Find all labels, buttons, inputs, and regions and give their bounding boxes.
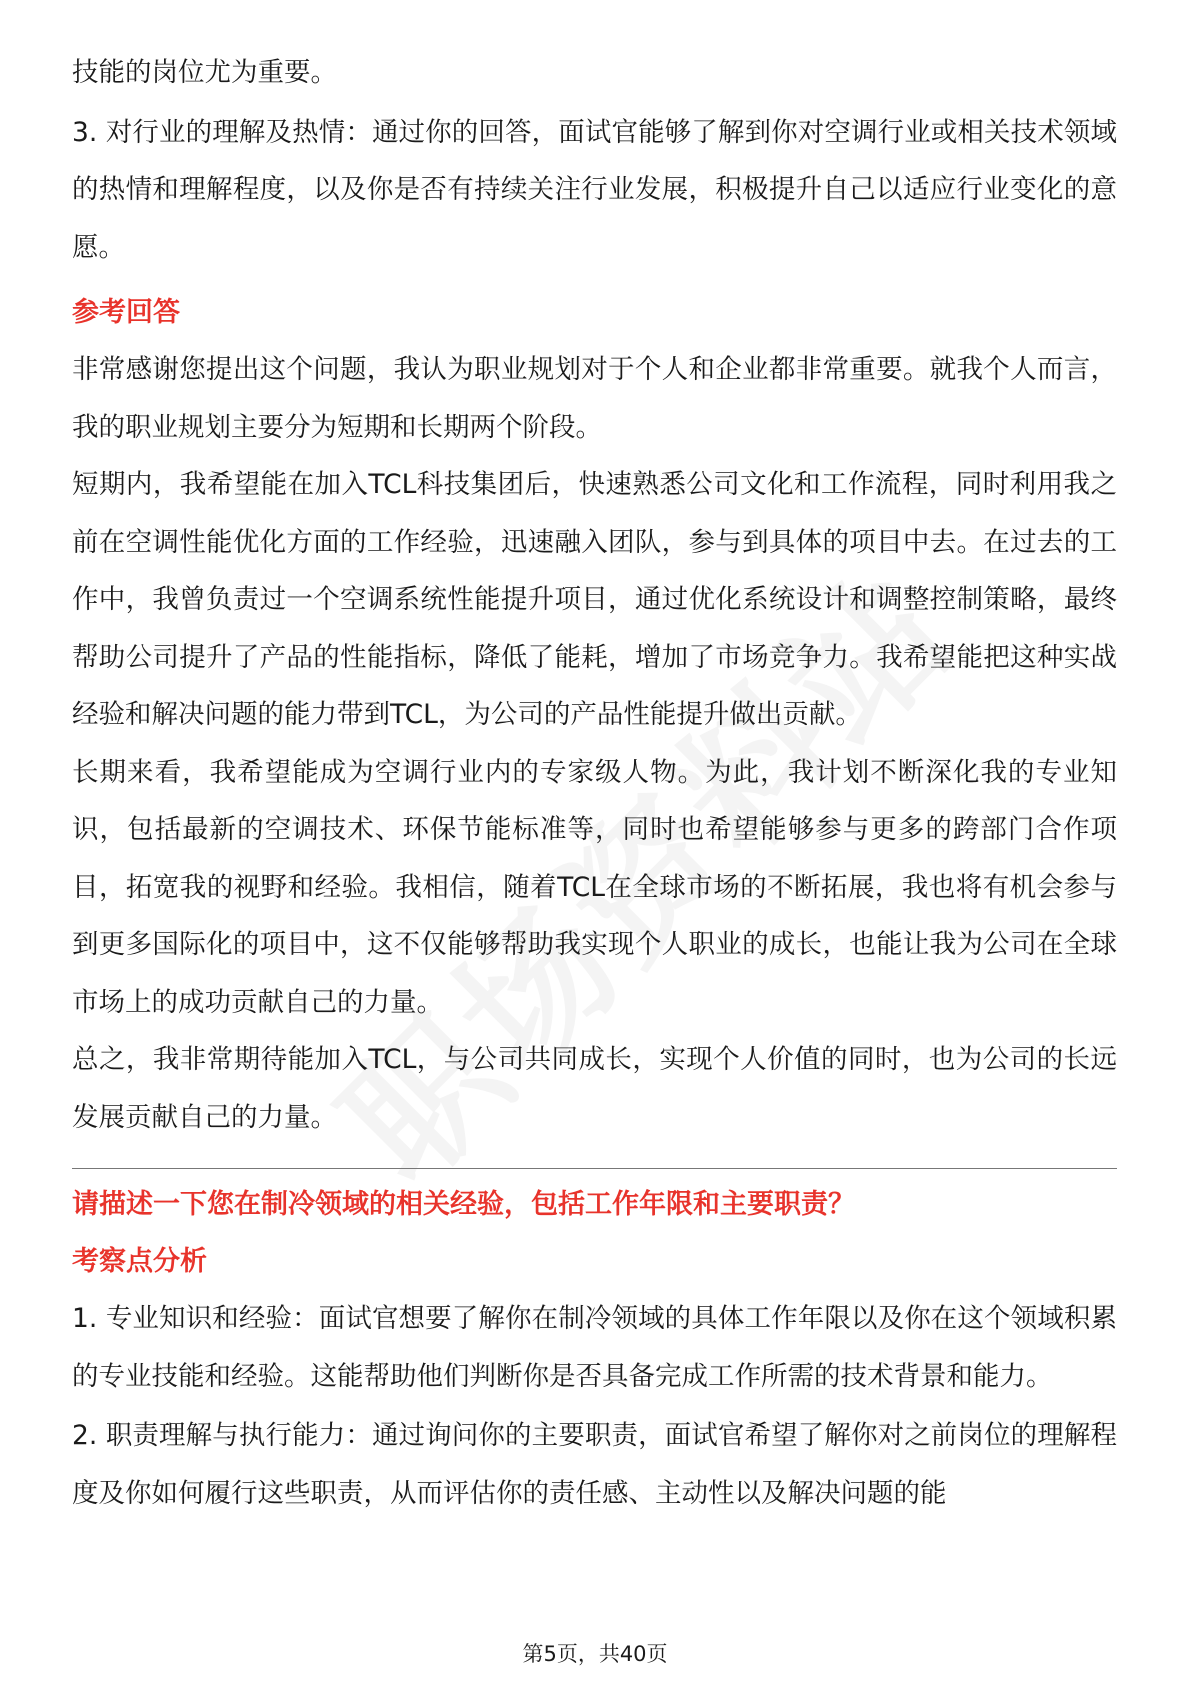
paragraph-continuation: 技能的岗位尤为重要。: [72, 57, 337, 88]
analysis-heading: 考察点分析: [72, 1246, 207, 1277]
document-body: [72, 44, 1117, 1522]
answer-paragraph-2: 短期内，我希望能在加入TCL科技集团后，快速熟悉公司文化和工作流程，同时利用我之前在空调性能优化方面的工作经验，迅速融入团队，参与到具体的项目中去。在过去的工作中，我曾负责过一个空调系统性能提升项目，通过优化系统设计和调整控制策略，最终帮助公司提升了产品的性能指标，降低了能耗，增加了市场竞争力。我希望能把这种实战经验和解决问题的能力带到TCL，为公司的产品性能提升做出贡献。: [72, 469, 1117, 730]
page-footer: 第5页，共40页: [522, 1642, 668, 1666]
question-title: 请描述一下您在制冷领域的相关经验，包括工作年限和主要职责？: [72, 1189, 855, 1220]
paragraph-point-3: 3. 对行业的理解及热情：通过你的回答，面试官能够了解到你对空调行业或相关技术领域的热情和理解程度，以及你是否有持续关注行业发展，积极提升自己以适应行业变化的意愿。: [72, 116, 1117, 263]
analysis-paragraph-1: 1. 专业知识和经验：面试官想要了解你在制冷领域的具体工作年限以及你在这个领域积累的专业技能和经验。这能帮助他们判断你是否具备完成工作所需的技术背景和能力。: [72, 1303, 1117, 1392]
answer-heading: 参考回答: [72, 297, 180, 328]
answer-paragraph-1: 非常感谢您提出这个问题，我认为职业规划对于个人和企业都非常重要。就我个人而言，我的职业规划主要分为短期和长期两个阶段。: [72, 354, 1117, 443]
analysis-paragraph-2: 2. 职责理解与执行能力：通过询问你的主要职责，面试官希望了解你对之前岗位的理解程度及你如何履行这些职责，从而评估你的责任感、主动性以及解决问题的能: [72, 1420, 1117, 1509]
section-divider: [72, 1168, 1117, 1169]
answer-paragraph-3: 长期来看，我希望能成为空调行业内的专家级人物。为此，我计划不断深化我的专业知识，包括最新的空调技术、环保节能标准等，同时也希望能够参与更多的跨部门合作项目，拓宽我的视野和经验。我相信，随着TCL在全球市场的不断拓展，我也将有机会参与到更多国际化的项目中，这不仅能够帮助我实现个人职业的成长，也能让我为公司在全球市场上的成功贡献自己的力量。: [72, 756, 1117, 1018]
answer-paragraph-4: 总之，我非常期待能加入TCL，与公司共同成长，实现个人价值的同时，也为公司的长远发展贡献自己的力量。: [72, 1044, 1117, 1133]
